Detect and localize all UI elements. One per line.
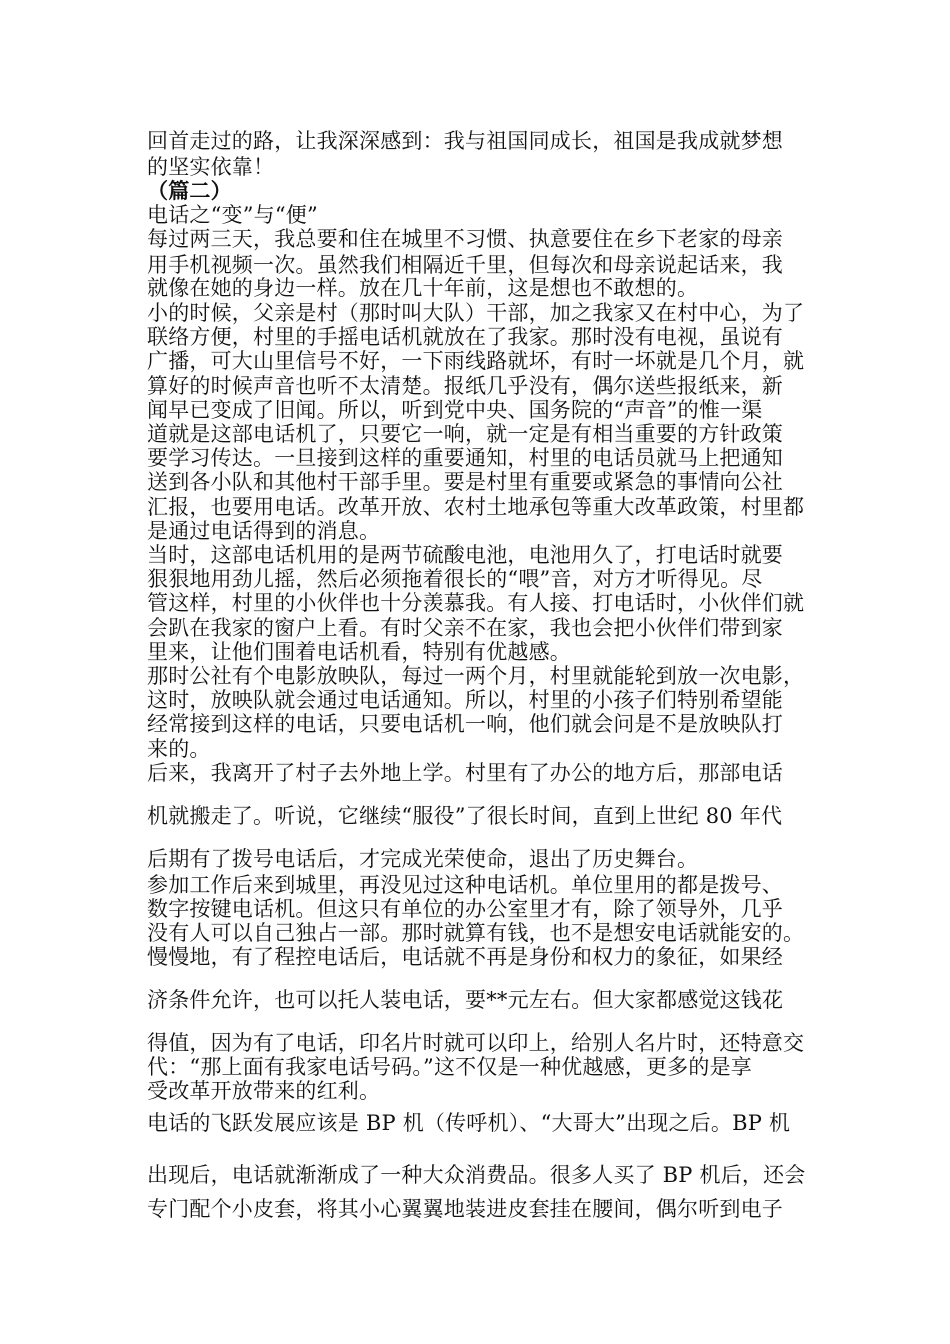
text-line: 广播，可大山里信号不好，一下雨线路就坏，有时一坏就是几个月，就 (147, 349, 805, 373)
text-line: 就像在她的身边一样。放在几十年前，这是想也不敢想的。 (147, 276, 699, 300)
text-line: 受改革开放带来的红利。 (147, 1079, 381, 1103)
text-line: 数字按键电话机。但这只有单位的办公室里才有，除了领导外，几乎 (147, 897, 783, 921)
text-line: 回首走过的路，让我深深感到：我与祖国同成长，祖国是我成就梦想 (147, 129, 783, 153)
text-line: 小的时候，父亲是村（那时叫大队）干部，加之我家又在村中心，为了 (147, 301, 805, 325)
text-line: 没有人可以自己独占一部。那时就算有钱，也不是想安电话就能安的。 (147, 921, 805, 945)
text-line: 送到各小队和其他村干部手里。要是村里有重要或紧急的事情向公社 (147, 470, 783, 494)
text-line: 管这样，村里的小伙伴也十分羡慕我。有人接、打电话时，小伙伴们就 (147, 591, 805, 615)
text-line: 后来，我离开了村子去外地上学。村里有了办公的地方后，那部电话 (147, 761, 783, 785)
text-line: 慢慢地，有了程控电话后，电话就不再是身份和权力的象征，如果经 (147, 945, 783, 969)
text-line: 电话的飞跃发展应该是 BP 机（传呼机）、“大哥大”出现之后。BP 机 (147, 1111, 791, 1135)
article-title: 电话之“变”与“便” (147, 203, 318, 227)
text-line: 的坚实依靠！ (147, 155, 275, 179)
text-line: 联络方便，村里的手摇电话机就放在了我家。那时没有电视，虽说有 (147, 325, 783, 349)
text-line: 经常接到这样的电话，只要电话机一响，他们就会问是不是放映队打 (147, 712, 783, 736)
text-line: 那时公社有个电影放映队，每过一两个月，村里就能轮到放一次电影， (147, 664, 805, 688)
section-heading: （篇二） (147, 178, 232, 203)
text-line: 出现后，电话就渐渐成了一种大众消费品。很多人买了 BP 机后，还会 (147, 1163, 806, 1187)
text-line: 济条件允许，也可以托人装电话，要**元左右。但大家都感觉这钱花 (147, 988, 784, 1012)
text-line: 道就是这部电话机了，只要它一响，就一定是有相当重要的方针政策 (147, 422, 783, 446)
text-line: 会趴在我家的窗户上看。有时父亲不在家，我也会把小伙伴们带到家 (147, 616, 783, 640)
text-line: 用手机视频一次。虽然我们相隔近千里，但每次和母亲说起话来，我 (147, 253, 783, 277)
text-line: 代：“那上面有我家电话号码。”这不仅是一种优越感，更多的是享 (147, 1055, 752, 1079)
text-line: 专门配个小皮套，将其小心翼翼地装进皮套挂在腰间，偶尔听到电子 (147, 1197, 783, 1221)
text-line: 这时，放映队就会通过电话通知。所以，村里的小孩子们特别希望能 (147, 688, 783, 712)
text-line: 参加工作后来到城里，再没见过这种电话机。单位里用的都是拨号、 (147, 873, 783, 897)
text-line: 要学习传达。一旦接到这样的重要通知，村里的电话员就马上把通知 (147, 446, 783, 470)
text-line: 来的。 (147, 737, 211, 761)
text-line: 汇报，也要用电话。改革开放、农村土地承包等重大改革政策，村里都 (147, 495, 805, 519)
text-line: 狠狠地用劲儿摇，然后必须拖着很长的“喂”音，对方才听得见。尽 (147, 567, 763, 591)
text-line: 当时，这部电话机用的是两节硫酸电池，电池用久了，打电话时就要 (147, 543, 783, 567)
text-line: 算好的时候声音也听不太清楚。报纸几乎没有，偶尔送些报纸来，新 (147, 374, 783, 398)
text-line: 闻早已变成了旧闻。所以，听到党中央、国务院的“声音”的惟一渠 (147, 398, 763, 422)
text-line: 机就搬走了。听说，它继续“服役”了很长时间，直到上世纪 80 年代 (147, 804, 783, 828)
text-line: 是通过电话得到的消息。 (147, 519, 381, 543)
text-line: 后期有了拨号电话后，才完成光荣使命，退出了历史舞台。 (147, 847, 699, 871)
text-line: 得值，因为有了电话，印名片时就可以印上，给别人名片时，还特意交 (147, 1031, 805, 1055)
text-line: 每过两三天，我总要和住在城里不习惯、执意要住在乡下老家的母亲 (147, 227, 783, 251)
text-line: 里来，让他们围着电话机看，特别有优越感。 (147, 640, 571, 664)
